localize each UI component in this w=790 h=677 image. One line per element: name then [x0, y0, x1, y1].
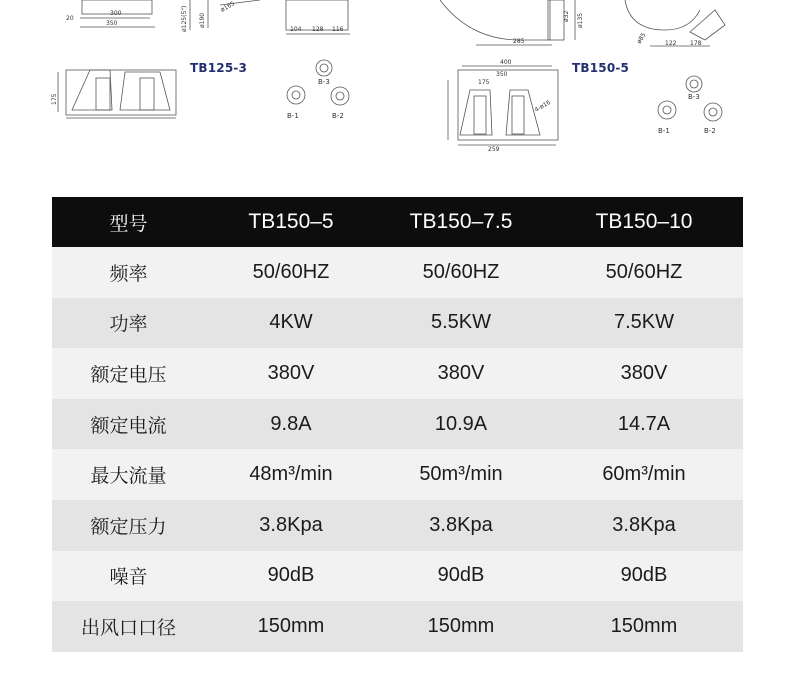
table-cell: 50/60HZ	[205, 247, 377, 298]
header-cell-tb150-5: TB150–5	[205, 197, 377, 247]
label-b2-left: B-2	[332, 112, 344, 120]
table-cell: 3.8Kpa	[545, 500, 743, 551]
table-cell: 14.7A	[545, 399, 743, 450]
dim-left-300: 300	[110, 10, 122, 17]
table-row	[52, 551, 743, 602]
row-label: 频率	[52, 247, 205, 298]
row-label: 出风口口径	[52, 601, 205, 652]
table-cell: 9.8A	[205, 399, 377, 450]
dim-right-178: 178	[690, 40, 702, 47]
header-cell-tb150-7-5: TB150–7.5	[377, 197, 545, 247]
technical-drawings	[0, 0, 790, 170]
tb125-front-view	[58, 70, 176, 118]
label-b2-right: B-2	[704, 127, 716, 135]
table-cell: 90dB	[377, 551, 545, 602]
label-b3-left: B-3	[318, 78, 330, 86]
table-cell: 150mm	[205, 601, 377, 652]
table-row	[52, 247, 743, 298]
dim-left-104: 104	[290, 26, 302, 33]
table-cell: 48m³/min	[205, 449, 377, 500]
table-cell: 10.9A	[377, 399, 545, 450]
table-cell: 7.5KW	[545, 298, 743, 349]
label-b1-left: B-1	[287, 112, 299, 120]
table-cell: 380V	[545, 348, 743, 399]
row-label: 额定电压	[52, 348, 205, 399]
table-cell: 50m³/min	[377, 449, 545, 500]
dim-left-190: ø190	[199, 12, 206, 28]
header-cell-model: 型号	[52, 197, 205, 247]
row-label: 额定电流	[52, 399, 205, 450]
dim-right-85: ø85	[635, 31, 648, 45]
table-cell: 3.8Kpa	[377, 500, 545, 551]
model-label-tb150-5: TB150-5	[572, 61, 630, 75]
dim-left-116: 116	[332, 26, 344, 33]
label-b3-right: B-3	[688, 93, 700, 101]
table-cell: 5.5KW	[377, 298, 545, 349]
dim-right-32: ø32	[563, 10, 570, 22]
dim-right-4x16: 4-ø16	[533, 99, 552, 114]
row-label: 最大流量	[52, 449, 205, 500]
dim-right-350: 350	[496, 71, 508, 78]
dim-right-135: ø135	[577, 12, 584, 28]
dim-right-175: 175	[478, 79, 490, 86]
table-cell: 90dB	[205, 551, 377, 602]
dim-left-350: 350	[106, 20, 118, 27]
table-cell: 3.8Kpa	[205, 500, 377, 551]
table-row	[52, 449, 743, 500]
dim-right-122: 122	[665, 40, 677, 47]
spec-table	[52, 197, 743, 652]
dim-left-125: ø125(5")	[181, 5, 188, 32]
table-cell: 90dB	[545, 551, 743, 602]
table-cell: 150mm	[377, 601, 545, 652]
dim-right-285: 285	[513, 38, 525, 45]
row-label: 额定压力	[52, 500, 205, 551]
table-row	[52, 348, 743, 399]
table-cell: 50/60HZ	[377, 247, 545, 298]
dim-left-175: 175	[51, 93, 58, 105]
dim-left-128: 128	[312, 26, 324, 33]
table-cell: 4KW	[205, 298, 377, 349]
table-row	[52, 601, 743, 652]
table-header-row	[52, 197, 743, 247]
table-cell: 380V	[377, 348, 545, 399]
dim-right-259: 259	[488, 146, 500, 153]
dim-right-400: 400	[500, 59, 512, 66]
table-cell: 380V	[205, 348, 377, 399]
dim-left-20: 20	[66, 15, 74, 22]
table-cell: 50/60HZ	[545, 247, 743, 298]
table-cell: 150mm	[545, 601, 743, 652]
model-label-tb125-3: TB125-3	[190, 61, 248, 75]
table-row	[52, 500, 743, 551]
dim-left-165: ø165	[219, 0, 237, 14]
drawings-svg	[0, 0, 790, 170]
table-cell: 60m³/min	[545, 449, 743, 500]
row-label: 噪音	[52, 551, 205, 602]
header-cell-tb150-10: TB150–10	[545, 197, 743, 247]
table-row	[52, 298, 743, 349]
table-row	[52, 399, 743, 450]
label-b1-right: B-1	[658, 127, 670, 135]
row-label: 功率	[52, 298, 205, 349]
